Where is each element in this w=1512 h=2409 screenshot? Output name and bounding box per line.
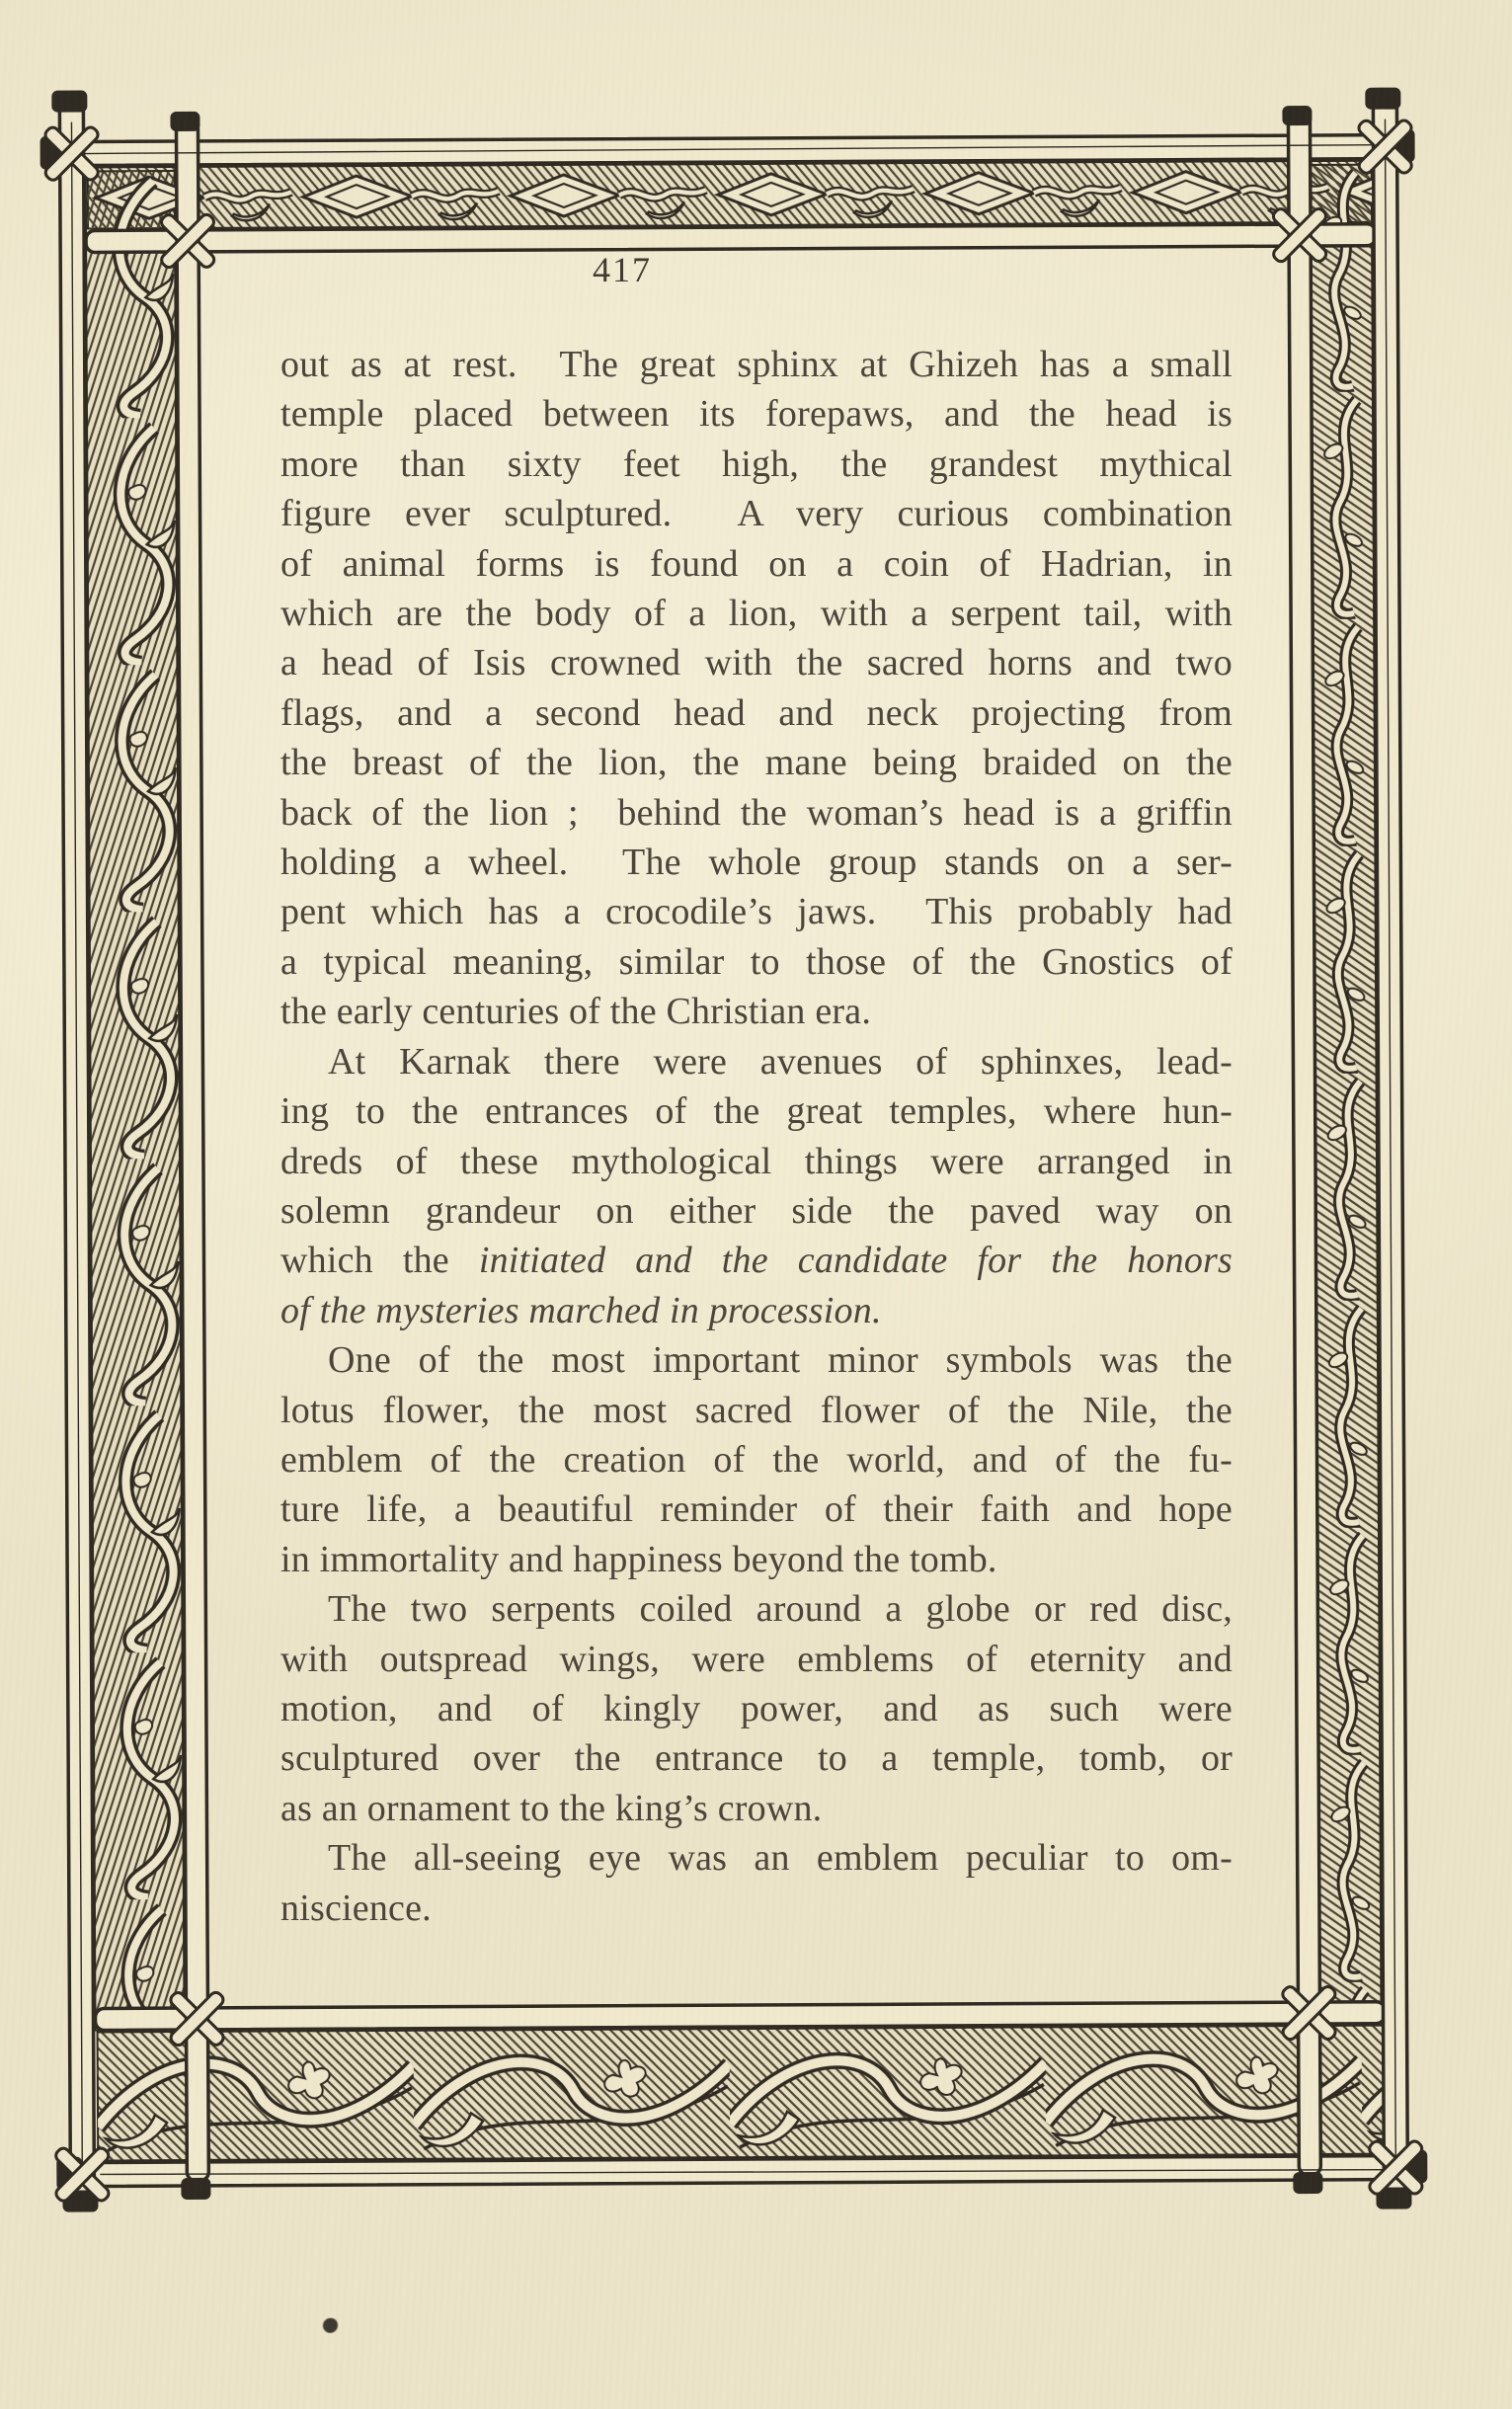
- text-line: The all-seeing eye was an emblem peculiar to om-: [328, 1837, 1233, 1880]
- text-line: out as at rest. The great sphinx at Ghizeh has a small: [280, 344, 1233, 385]
- text-line: dreds of these mythological things were arranged in: [280, 1140, 1233, 1182]
- text-line: in immortality and happiness beyond the tomb.: [280, 1538, 997, 1580]
- text-line: of the mysteries marched in procession.: [280, 1289, 882, 1331]
- body-text: [280, 340, 1233, 1933]
- text-line: figure ever sculptured. A very curious combination: [280, 493, 1233, 535]
- text-line: temple placed between its forepaws, and the head is: [280, 393, 1233, 436]
- text-line: emblem of the creation of the world, and of the fu-: [280, 1438, 1233, 1481]
- text-line: The two serpents coiled around a globe or red disc,: [328, 1588, 1233, 1631]
- text-line: niscience.: [280, 1887, 432, 1929]
- text-line: One of the most important minor symbols was the: [328, 1339, 1233, 1382]
- text-line: At Karnak there were avenues of sphinxes, lead-: [328, 1040, 1233, 1083]
- text-line: ture life, a beautiful reminder of their faith and hope: [280, 1488, 1233, 1531]
- text-line: sculptured over the entrance to a temple, tomb, or: [280, 1737, 1233, 1780]
- text-line: the breast of the lion, the mane being braided on the: [280, 742, 1233, 784]
- text-line: flags, and a second head and neck projecting from: [280, 691, 1233, 734]
- text-line: with outspread wings, were emblems of eternity and: [280, 1638, 1233, 1680]
- text-line: which the initiated and the candidate for the honors: [280, 1240, 1233, 1282]
- text-line: solemn grandeur on either side the paved way on: [280, 1189, 1233, 1232]
- text-line: of animal forms is found on a coin of Hadrian, in: [280, 542, 1233, 585]
- text-line: back of the lion ; behind the woman’s head is a griffin: [280, 791, 1233, 834]
- text-line: the early centuries of the Christian era.: [280, 991, 872, 1033]
- text-line: pent which has a crocodile’s jaws. This probably had: [280, 891, 1233, 933]
- text-line: lotus flower, the most sacred flower of the Nile, the: [280, 1389, 1233, 1431]
- text-line: motion, and of kingly power, and as such were: [280, 1687, 1233, 1729]
- text-line: a head of Isis crowned with the sacred horns and two: [280, 642, 1233, 684]
- text-line: holding a wheel. The whole group stands on a ser-: [280, 842, 1233, 884]
- text-line: as an ornament to the king’s crown.: [280, 1787, 823, 1829]
- text-line: more than sixty feet high, the grandest mythical: [280, 442, 1233, 485]
- page-number: 417: [593, 250, 652, 289]
- text-line: a typical meaning, similar to those of the Gnostics of: [280, 940, 1233, 983]
- text-line: ing to the entrances of the great temples, where hun-: [280, 1090, 1233, 1133]
- text-line: which are the body of a lion, with a serpent tail, with: [280, 593, 1233, 635]
